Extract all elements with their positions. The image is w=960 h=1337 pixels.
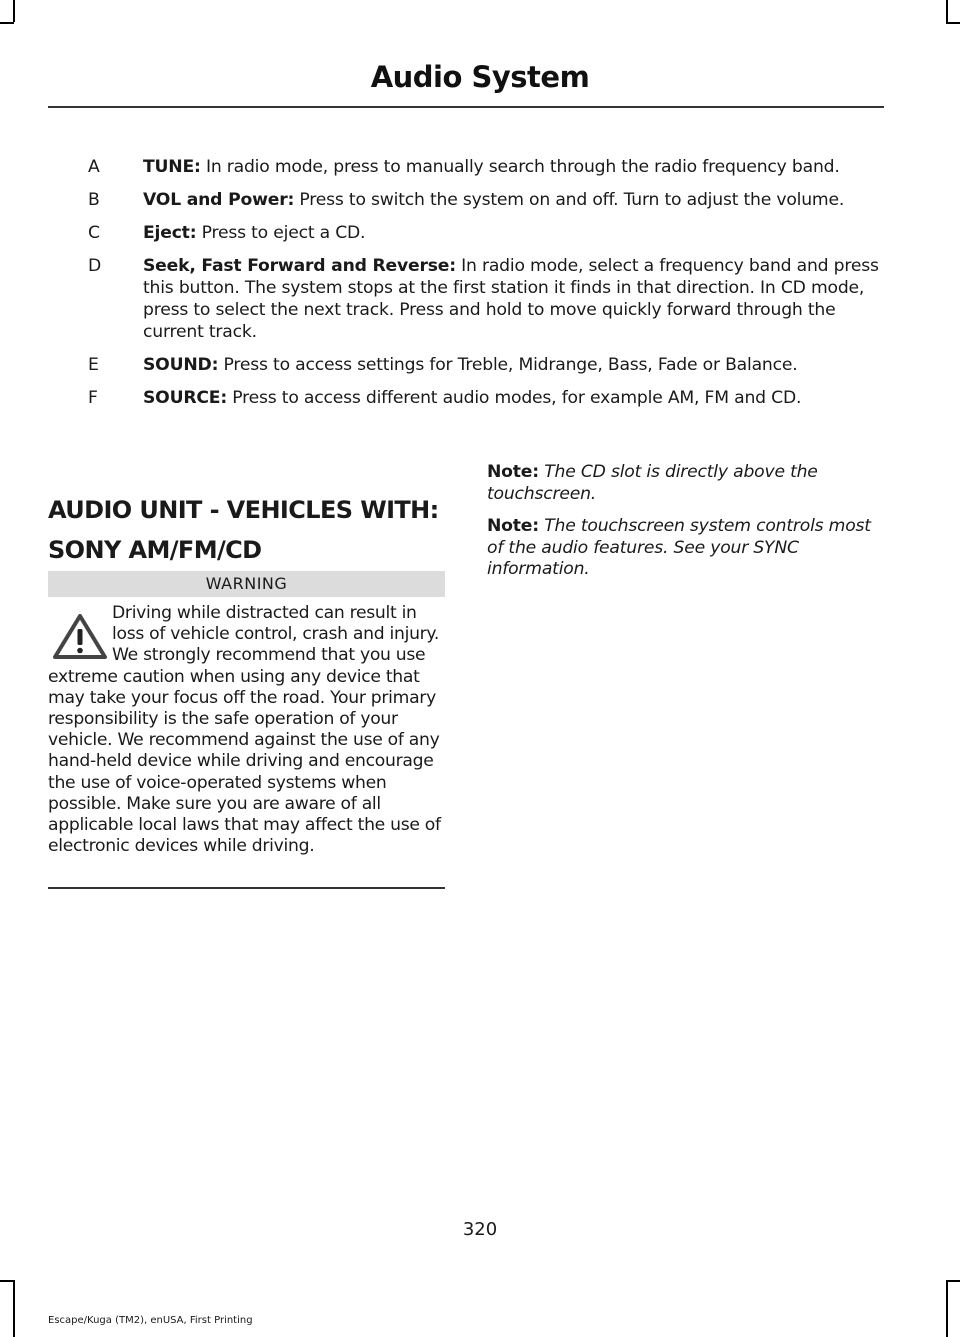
crop-mark xyxy=(13,1280,15,1337)
crop-mark xyxy=(0,22,14,24)
item-term: Seek, Fast Forward and Reverse: xyxy=(143,256,456,276)
note-text: The CD slot is directly above the touchscreen. xyxy=(487,462,818,504)
page-number: 320 xyxy=(462,1219,498,1240)
list-item xyxy=(88,156,888,178)
item-letter: E xyxy=(88,355,99,375)
crop-mark xyxy=(946,0,948,22)
footer-text: Escape/Kuga (TM2), enUSA, First Printing xyxy=(48,1315,253,1326)
section-heading xyxy=(48,490,468,570)
list-item xyxy=(88,222,888,244)
list-item xyxy=(88,387,888,409)
section-heading-line2: SONY AM/FM/CD xyxy=(48,536,262,564)
item-letter: C xyxy=(88,223,100,243)
warning-box xyxy=(48,603,445,857)
warning-label: WARNING xyxy=(48,571,445,597)
item-term: VOL and Power: xyxy=(143,190,295,210)
crop-mark xyxy=(946,22,960,24)
header-divider xyxy=(48,106,884,108)
item-letter: B xyxy=(88,190,100,210)
note xyxy=(487,462,887,505)
item-term: SOURCE: xyxy=(143,388,228,408)
crop-mark xyxy=(946,1280,960,1282)
page-title: Audio System xyxy=(370,60,590,94)
notes xyxy=(487,462,887,592)
item-letter: F xyxy=(88,388,98,408)
item-description: Press to eject a CD. xyxy=(196,223,366,243)
note-text: The touchscreen system controls most of the audio features. See your SYNC information. xyxy=(487,516,871,579)
warning-text: Driving while distracted can result in loss of vehicle control, crash and injury. We strongly recommend that you use extreme caution when using any device that may take your focus off the road. Your primary responsibility is the safe operation of your vehicle. We recommend against the use of any hand-held device while driving and encourage the use of voice-operated systems when possible. Make sure you are aware of all applicable local laws that may affect the use of electronic devices while driving. xyxy=(48,603,441,857)
crop-mark xyxy=(946,1280,948,1337)
item-letter: D xyxy=(88,256,102,276)
item-letter: A xyxy=(88,157,100,177)
note-label: Note: xyxy=(487,516,539,536)
note-label: Note: xyxy=(487,462,539,482)
section-heading-line1: AUDIO UNIT - VEHICLES WITH: xyxy=(48,496,439,524)
list-item xyxy=(88,255,888,343)
crop-mark xyxy=(0,1280,14,1282)
warning-divider xyxy=(48,887,445,889)
item-term: SOUND: xyxy=(143,355,219,375)
list-item xyxy=(88,354,888,376)
item-description: Press to access different audio modes, for example AM, FM and CD. xyxy=(227,388,802,408)
item-term: Eject: xyxy=(143,223,197,243)
note xyxy=(487,516,887,581)
control-list xyxy=(88,156,888,420)
item-description: Press to switch the system on and off. Turn to adjust the volume. xyxy=(294,190,845,210)
item-description: Press to access settings for Treble, Midrange, Bass, Fade or Balance. xyxy=(218,355,798,375)
crop-mark xyxy=(13,0,15,22)
item-description: In radio mode, press to manually search through the radio frequency band. xyxy=(200,157,840,177)
item-description: In radio mode, select a frequency band and press this button. The system stops at the first station it finds in that direction. In CD mode, press to select the next track. Press and hold to move quickly forward through the current track. xyxy=(143,256,879,342)
list-item xyxy=(88,189,888,211)
warning-triangle-icon xyxy=(52,613,108,661)
item-term: TUNE: xyxy=(143,157,201,177)
